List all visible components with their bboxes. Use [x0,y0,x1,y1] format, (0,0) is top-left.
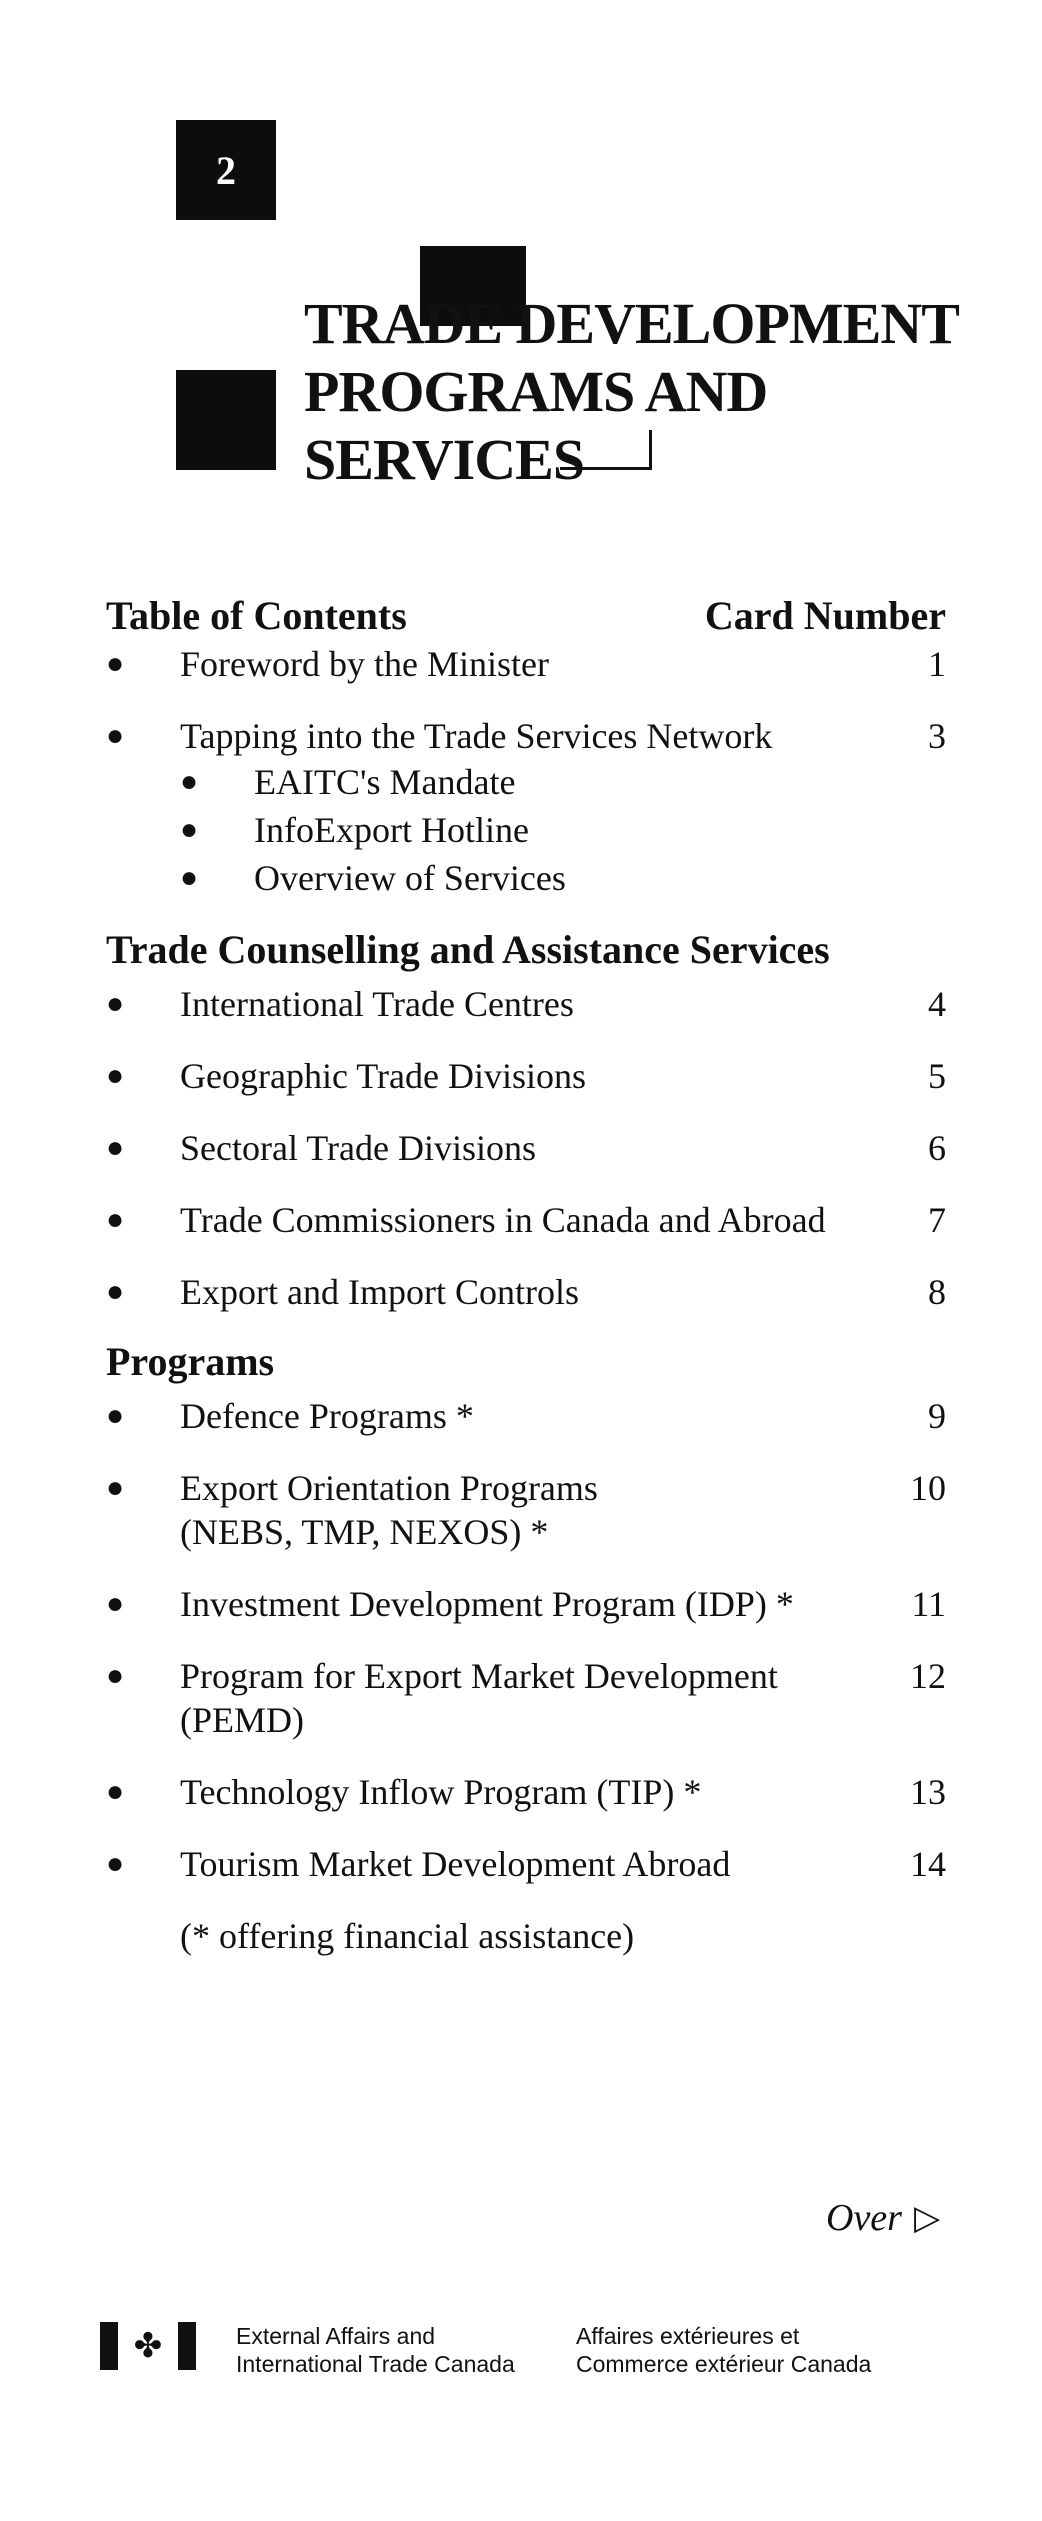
toc-entry [106,982,946,1026]
toc-entry-label: Investment Development Program (IDP) * [180,1584,794,1624]
decorative-block-left [176,370,276,470]
footer [100,2322,960,2378]
bullet-icon: ● [106,1131,125,1164]
bullet-icon: ● [106,1587,125,1620]
toc-entry-label-line-1: Program for Export Market Development [180,1656,778,1696]
toc-entry-number: 14 [910,1844,946,1884]
footer-english [236,2322,576,2378]
bullet-icon: ● [106,647,125,680]
toc-entry-number: 8 [928,1272,946,1312]
maple-leaf-icon: ✤ [133,2326,163,2366]
bullet-icon: ● [106,1203,125,1236]
toc-entry-label: Export and Import Controls [180,1272,579,1312]
toc-entry-label: Tourism Market Development Abroad [180,1844,731,1884]
triangle-right-icon: ▷ [913,2200,941,2237]
toc-entry-label: Foreword by the Minister [180,644,549,684]
bullet-icon: ● [106,1275,125,1308]
section-heading-programs: Programs [106,1339,275,1384]
toc-entry-number: 1 [928,644,946,684]
toc-entry-label [180,1466,866,1554]
toc-entry [106,1582,946,1626]
footer-french [576,2322,936,2378]
title-line-2: PROGRAMS AND [304,359,768,424]
toc-entry [106,1394,946,1438]
flag-bar-left [100,2322,118,2370]
chapter-number: 2 [216,147,236,193]
bullet-icon: ● [180,813,199,846]
toc-entry-label: Tapping into the Trade Services Network [180,716,773,756]
toc-entry-number: 5 [928,1056,946,1096]
toc-entry-label-line-2: (NEBS, TMP, NEXOS) * [180,1512,549,1552]
title-line-3: SERVICES [304,427,585,492]
toc-entry [106,642,946,686]
bullet-icon: ● [106,1775,125,1808]
toc-sub-entry-label: Overview of Services [254,858,566,898]
toc-entry-number: 3 [928,716,946,756]
toc-sub-entry-label: InfoExport Hotline [254,810,529,850]
bullet-icon: ● [106,987,125,1020]
chapter-number-box [176,120,276,220]
bullet-icon: ● [106,1059,125,1092]
toc-header-left: Table of Contents [106,593,407,638]
toc-header-right: Card Number [704,593,946,638]
footer-english-line-2: International Trade Canada [236,2351,515,2377]
bullet-icon: ● [106,1659,125,1692]
bullet-icon: ● [106,1399,125,1432]
toc-entry [106,1466,946,1554]
toc-entry-number: 9 [928,1396,946,1436]
toc-sub-entry [180,758,946,806]
bullet-icon: ● [180,765,199,798]
toc-entry-label: Geographic Trade Divisions [180,1056,586,1096]
section-heading-counselling: Trade Counselling and Assistance Services [106,927,830,972]
toc-entry-label: Defence Programs * [180,1396,474,1436]
toc-sub-entry [180,806,946,854]
over-label: Over [826,2197,902,2239]
footer-french-line-2: Commerce extérieur Canada [576,2351,872,2377]
toc-entry-label: Sectoral Trade Divisions [180,1128,536,1168]
toc-entry-label: Trade Commissioners in Canada and Abroad [180,1200,826,1240]
financial-assistance-note: (* offering financial assistance) [180,1916,635,1956]
toc-entry [106,1270,946,1314]
toc-entry-label: Technology Inflow Program (TIP) * [180,1772,702,1812]
toc-entry-number: 6 [928,1128,946,1168]
toc-entry [106,1126,946,1170]
toc-entry-label-line-1: Export Orientation Programs [180,1468,598,1508]
toc-header [106,592,946,640]
table-of-contents [106,592,946,1958]
toc-entry [106,1654,946,1742]
toc-entry [106,714,946,758]
toc-entry-number: 11 [911,1584,946,1624]
toc-sub-entry [180,854,946,902]
bullet-icon: ● [106,1471,125,1504]
bullet-icon: ● [106,1847,125,1880]
toc-entry-number: 12 [910,1656,946,1696]
toc-entry-label-line-2: (PEMD) [180,1700,304,1740]
toc-entry-label: International Trade Centres [180,984,574,1024]
toc-entry-number: 4 [928,984,946,1024]
toc-entry-number: 13 [910,1772,946,1812]
canada-flag-logo [100,2322,196,2370]
flag-bar-right [178,2322,196,2370]
toc-entry [106,1842,946,1886]
toc-entry-label [180,1654,866,1742]
toc-entry [106,1054,946,1098]
toc-entry [106,1198,946,1242]
bullet-icon: ● [180,861,199,894]
title-line-1: TRADE DEVELOPMENT [304,291,959,356]
footer-english-line-1: External Affairs and [236,2323,436,2349]
bullet-icon: ● [106,719,125,752]
toc-entry-number: 10 [910,1468,946,1508]
footer-french-line-1: Affaires extérieures et [576,2323,800,2349]
toc-sub-entry-label: EAITC's Mandate [254,762,516,802]
toc-entry [106,1770,946,1814]
toc-entry-number: 7 [928,1200,946,1240]
over-indicator [826,2196,940,2240]
page-title [304,290,1004,494]
